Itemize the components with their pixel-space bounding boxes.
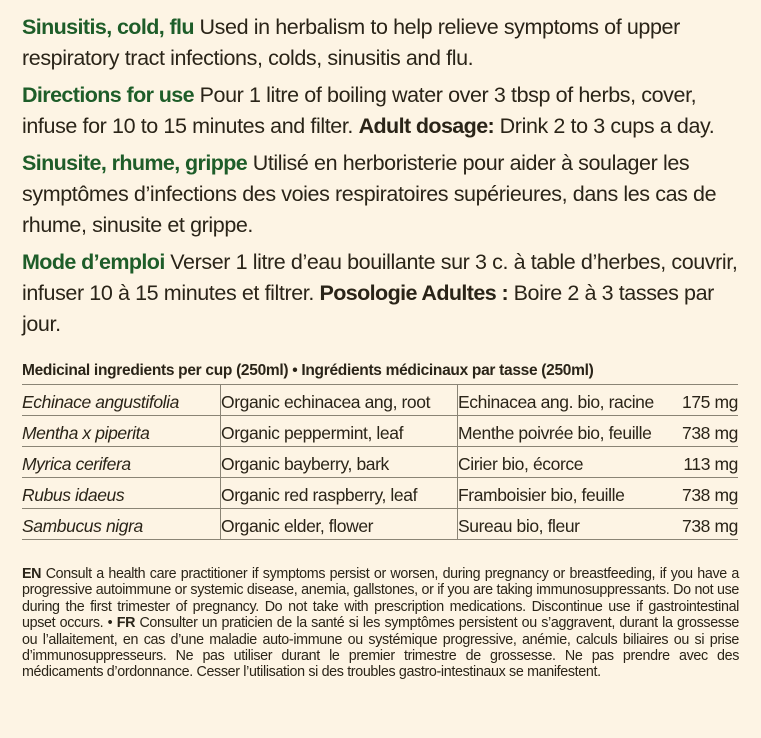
ingredients-table: [22, 384, 738, 540]
latin-name: Echinace angustifolia: [22, 385, 221, 416]
quantity: 175 mg: [673, 385, 738, 416]
french-name: [458, 509, 674, 540]
dosage-fr-heading: Posologie Adultes :: [319, 281, 508, 305]
warning-text: [22, 566, 739, 681]
english-name: [221, 416, 458, 447]
warning-en-tag: EN: [22, 566, 42, 582]
quantity: 738 mg: [673, 509, 738, 540]
table-row: [22, 509, 738, 540]
table-row: [22, 447, 738, 478]
directions-fr: [22, 247, 739, 340]
english-name-text: Organic echinacea ang, root: [221, 392, 431, 412]
indication-en-heading: Sinusitis, cold, flu: [22, 15, 194, 39]
french-name: [458, 385, 674, 416]
table-row: [22, 385, 738, 416]
directions-en-text: Pour 1 litre of boiling water over 3 tbsp of herbs, cover, infuse for 10 to 15 minutes and filter.: [22, 83, 697, 138]
indication-fr-heading: Sinusite, rhume, grippe: [22, 151, 248, 175]
warning-fr-tag: FR: [116, 615, 136, 632]
dosage-en-text: Drink 2 to 3 cups a day.: [494, 114, 715, 138]
english-name-text: Organic red raspberry, leaf: [221, 485, 418, 505]
english-name: [221, 447, 458, 478]
french-name-text: Cirier bio, écorce: [458, 454, 584, 474]
warning-fr-text: Consulter un praticien de la santé si les symptômes persistent ou s’aggravent, durant la grossesse ou l’allaitement, en cas d’une maladie auto-immune ou systémique progressive, anémie, calculs biliaires ou si prise d’immunosuppresseurs. Ne pas utiliser durant le premier trimestre de grossesse. Ne pas prendre avec des médicaments d’ordonnance. Cesser l’utilisation si des troubles gastro-intestinaux se manifestent.: [22, 615, 739, 681]
french-name: [458, 416, 674, 447]
indication-en-text: Used in herbalism to help relieve symptoms of upper respiratory tract infections, colds, sinusitis and flu.: [22, 15, 680, 70]
english-name: [221, 478, 458, 509]
french-name-text: Framboisier bio, feuille: [458, 485, 625, 505]
indication-fr-text: Utilisé en herboristerie pour aider à soulager les symptômes d’infections des voies respiratoires supérieures, dans les cas de rhume, sinusite et grippe.: [22, 151, 717, 237]
quantity: 738 mg: [673, 478, 738, 509]
table-row: [22, 416, 738, 447]
table-row: [22, 478, 738, 509]
indication-fr: [22, 148, 739, 241]
dosage-en-heading: Adult dosage:: [358, 114, 495, 138]
french-name-text: Echinacea ang. bio, racine: [458, 392, 654, 412]
english-name-text: Organic bayberry, bark: [221, 454, 389, 474]
english-name: [221, 385, 458, 416]
latin-name: Mentha x piperita: [22, 416, 221, 447]
warning-en-text: Consult a health care practitioner if symptoms persist or worsen, during pregnancy or breastfeeding, if you have a progressive autoimmune or systemic disease, anemia, gallstones, or if you are taking immunosuppressants. Do not use during the first trimester of pregnancy. Do not take with prescription medications. Discontinue use if gastrointestinal upset occurs. •: [22, 566, 739, 632]
latin-name: Sambucus nigra: [22, 509, 221, 540]
french-name-text: Menthe poivrée bio, feuille: [458, 423, 652, 443]
english-name-text: Organic elder, flower: [221, 516, 374, 536]
directions-en: [22, 80, 739, 142]
french-name-text: Sureau bio, fleur: [458, 516, 580, 536]
directions-fr-text: Verser 1 litre d’eau bouillante sur 3 c. à table d’herbes, couvrir, infuser 10 à 15 minutes et filtrer.: [22, 250, 738, 305]
quantity: 113 mg: [673, 447, 738, 478]
english-name: [221, 509, 458, 540]
ingredients-title: Medicinal ingredients per cup (250ml) • Ingrédients médicinaux par tasse (250ml): [22, 362, 594, 379]
english-name-text: Organic peppermint, leaf: [221, 423, 404, 443]
dosage-fr-text: Boire 2 à 3 tasses par jour.: [22, 281, 714, 336]
latin-name: Rubus idaeus: [22, 478, 221, 509]
directions-fr-heading: Mode d’emploi: [22, 250, 165, 274]
indication-en: [22, 12, 739, 74]
latin-name: Myrica cerifera: [22, 447, 221, 478]
directions-en-heading: Directions for use: [22, 83, 194, 107]
quantity: 738 mg: [673, 416, 738, 447]
french-name: [458, 478, 674, 509]
french-name: [458, 447, 674, 478]
